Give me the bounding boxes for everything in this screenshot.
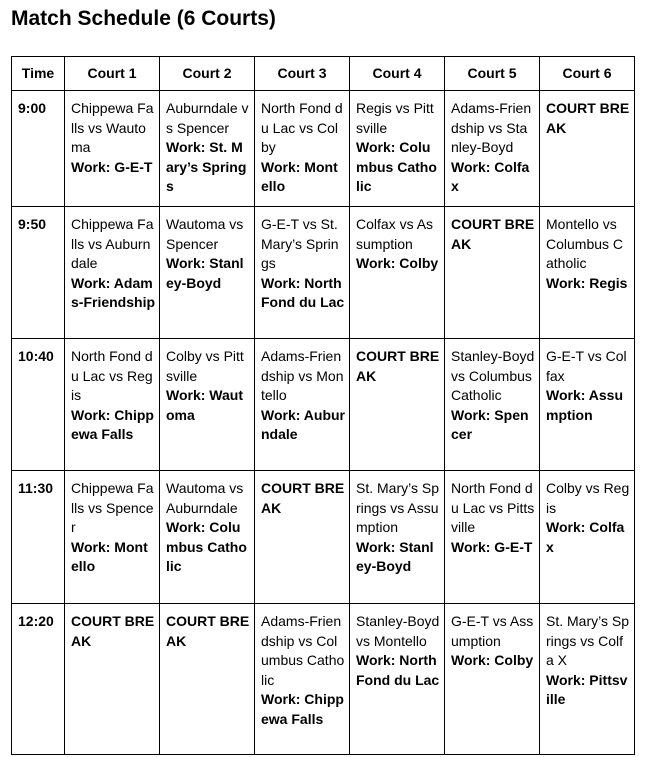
work-assignment: Work: Regis xyxy=(546,274,628,291)
schedule-row xyxy=(12,91,635,207)
column-header-court-3: Court 3 xyxy=(255,57,350,91)
match-text: Auburndale vs Spencer xyxy=(166,100,249,136)
court-break-label: COURT BREAK xyxy=(166,613,250,649)
court-break-label: COURT BREAK xyxy=(451,216,535,252)
court-cell xyxy=(540,91,635,207)
schedule-row xyxy=(12,207,635,339)
court-cell xyxy=(350,339,445,471)
work-assignment: Work: Columbus Catholic xyxy=(166,519,247,574)
court-cell xyxy=(255,207,350,339)
match-text: North Fond du Lac vs Pittsville xyxy=(451,480,535,535)
match-text: Wautoma vs Spencer xyxy=(166,216,244,252)
match-text: Chippewa Falls vs Wautoma xyxy=(71,100,154,155)
court-cell xyxy=(255,604,350,755)
match-text: North Fond du Lac vs Regis xyxy=(71,348,153,403)
schedule-row xyxy=(12,604,635,755)
court-cell xyxy=(160,207,255,339)
court-cell xyxy=(540,339,635,471)
match-text: Wautoma vs Auburndale xyxy=(166,480,244,516)
header-row xyxy=(12,57,635,91)
work-assignment: Work: Colby xyxy=(451,652,534,668)
court-cell xyxy=(255,471,350,604)
court-cell xyxy=(255,91,350,207)
schedule-row xyxy=(12,339,635,471)
match-text: Stanley-Boyd vs Montello xyxy=(356,613,440,649)
work-assignment: Work: G-E-T xyxy=(71,158,153,175)
court-cell xyxy=(445,207,540,339)
work-assignment: Work: Adams-Friendship xyxy=(71,274,156,310)
work-assignment: Work: Montello xyxy=(71,538,148,574)
match-text: Stanley-Boyd vs Columbus Catholic xyxy=(451,348,535,403)
court-cell xyxy=(65,91,160,207)
court-break-label: COURT BREAK xyxy=(546,100,630,136)
match-text: Adams-Friendship vs Stanley-Boyd xyxy=(451,100,532,155)
court-cell xyxy=(540,207,635,339)
time-cell: 10:40 xyxy=(12,339,65,471)
work-assignment: Work: Wautoma xyxy=(166,387,243,423)
work-assignment: Work: Chippewa Falls xyxy=(71,406,154,442)
match-text: Regis vs Pittsville xyxy=(356,100,434,136)
court-cell xyxy=(65,339,160,471)
work-assignment: Work: Stanley-Boyd xyxy=(166,255,244,291)
work-assignment: Work: Columbus Catholic xyxy=(356,139,437,194)
court-cell xyxy=(160,471,255,604)
work-assignment: Work: Assumption xyxy=(546,387,624,423)
page-title: Match Schedule (6 Courts) xyxy=(11,7,276,30)
work-assignment: Work: Colfax xyxy=(546,519,625,555)
time-cell: 11:30 xyxy=(12,471,65,604)
time-cell: 12:20 xyxy=(12,604,65,755)
work-assignment: Work: North Fond du Lac xyxy=(356,652,440,688)
column-header-court-6: Court 6 xyxy=(540,57,635,91)
column-header-court-2: Court 2 xyxy=(160,57,255,91)
match-text: G-E-T vs Assumption xyxy=(451,613,534,649)
column-header-court-5: Court 5 xyxy=(445,57,540,91)
column-header-time: Time xyxy=(12,57,65,91)
court-break-label: COURT BREAK xyxy=(261,480,345,516)
court-cell xyxy=(350,471,445,604)
court-cell xyxy=(160,604,255,755)
match-text: Adams-Friendship vs Montello xyxy=(261,348,344,403)
schedule-table xyxy=(11,56,635,755)
court-cell xyxy=(540,471,635,604)
court-break-label: COURT BREAK xyxy=(71,613,155,649)
court-cell xyxy=(350,207,445,339)
court-cell xyxy=(540,604,635,755)
schedule-row xyxy=(12,471,635,604)
match-text: Adams-Friendship vs Columbus Catholic xyxy=(261,613,345,688)
column-header-court-1: Court 1 xyxy=(65,57,160,91)
match-text: Colby vs Pittsville xyxy=(166,348,244,384)
column-header-court-4: Court 4 xyxy=(350,57,445,91)
match-text: Chippewa Falls vs Spencer xyxy=(71,480,154,535)
match-text: St. Mary’s Springs vs Colfa X xyxy=(546,613,629,668)
work-assignment: Work: Colby xyxy=(356,255,439,271)
work-assignment: Work: Colfax xyxy=(451,158,530,194)
match-text: Colby vs Regis xyxy=(546,480,630,516)
court-cell xyxy=(65,604,160,755)
work-assignment: Work: Montello xyxy=(261,158,338,194)
work-assignment: Work: St. Mary’s Springs xyxy=(166,139,247,194)
match-text: North Fond du Lac vs Colby xyxy=(261,100,343,155)
match-text: Colfax vs Assumption xyxy=(356,216,434,252)
court-cell xyxy=(255,339,350,471)
match-text: St. Mary’s Springs vs Assumption xyxy=(356,480,439,535)
court-cell xyxy=(65,471,160,604)
court-cell xyxy=(350,91,445,207)
work-assignment: Work: Chippewa Falls xyxy=(261,691,344,727)
court-cell xyxy=(350,604,445,755)
court-cell xyxy=(65,207,160,339)
court-cell xyxy=(445,91,540,207)
court-break-label: COURT BREAK xyxy=(356,348,440,384)
match-text: G-E-T vs Colfax xyxy=(546,348,627,384)
match-text: G-E-T vs St. Mary’s Springs xyxy=(261,216,339,271)
work-assignment: Work: Pittsville xyxy=(546,671,628,707)
court-cell xyxy=(445,339,540,471)
court-cell xyxy=(160,91,255,207)
match-text: Montello vs Columbus Catholic xyxy=(546,216,624,271)
work-assignment: Work: Spencer xyxy=(451,406,529,442)
work-assignment: Work: North Fond du Lac xyxy=(261,274,345,310)
work-assignment: Work: Auburndale xyxy=(261,406,345,442)
court-cell xyxy=(445,604,540,755)
court-cell xyxy=(160,339,255,471)
time-cell: 9:50 xyxy=(12,207,65,339)
time-cell: 9:00 xyxy=(12,91,65,207)
work-assignment: Work: Stanley-Boyd xyxy=(356,538,434,574)
work-assignment: Work: G-E-T xyxy=(451,538,533,555)
court-cell xyxy=(445,471,540,604)
match-text: Chippewa Falls vs Auburndale xyxy=(71,216,154,271)
